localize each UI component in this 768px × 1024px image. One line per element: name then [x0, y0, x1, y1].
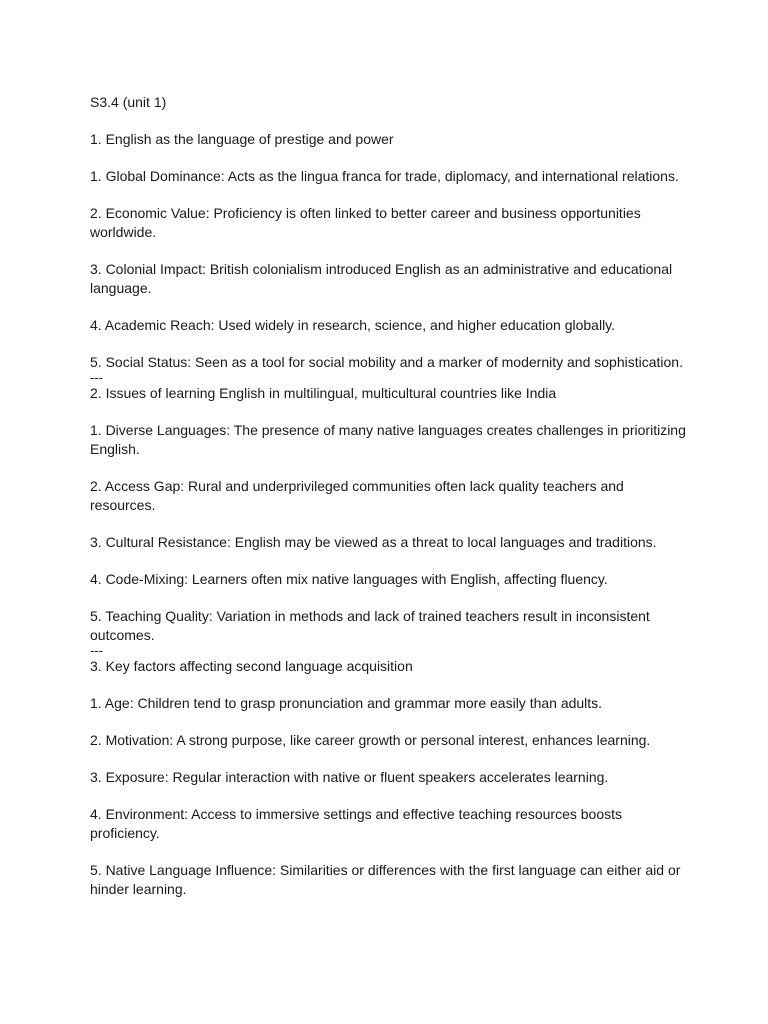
list-item: 2. Economic Value: Proficiency is often linked to better career and business opportunities worldwide. — [90, 205, 641, 240]
list-item: 1. Global Dominance: Acts as the lingua franca for trade, diplomacy, and international relations. — [90, 168, 679, 184]
list-item: 5. Teaching Quality: Variation in methods and lack of trained teachers result in inconsistent outcomes. — [90, 608, 650, 643]
list-item: 4. Academic Reach: Used widely in research, science, and higher education globally. — [90, 317, 616, 333]
list-item: 2. Motivation: A strong purpose, like career growth or personal interest, enhances learning. — [90, 732, 651, 748]
list-item: 5. Native Language Influence: Similarities or differences with the first language can either aid or hinder learning. — [90, 862, 681, 897]
list-item: 1. Age: Children tend to grasp pronunciation and grammar more easily than adults. — [90, 695, 603, 711]
list-item: 1. Diverse Languages: The presence of many native languages creates challenges in prioritizing English. — [90, 422, 686, 457]
section-heading: 1. English as the language of prestige and power — [90, 131, 394, 147]
list-item: 3. Colonial Impact: British colonialism introduced English as an administrative and educational language. — [90, 261, 673, 296]
list-item: 4. Environment: Access to immersive settings and effective teaching resources boosts proficiency. — [90, 806, 622, 841]
section-heading: 3. Key factors affecting second language acquisition — [90, 658, 413, 674]
list-item: 4. Code-Mixing: Learners often mix native languages with English, affecting fluency. — [90, 571, 608, 587]
list-item: 2. Access Gap: Rural and underprivileged communities often lack quality teachers and resources. — [90, 478, 624, 513]
list-item: 5. Social Status: Seen as a tool for social mobility and a marker of modernity and sophistication. — [90, 354, 683, 370]
list-item: 3. Exposure: Regular interaction with native or fluent speakers accelerates learning. — [90, 769, 609, 785]
list-item: 3. Cultural Resistance: English may be viewed as a threat to local languages and traditions. — [90, 534, 657, 550]
section-separator: --- — [90, 370, 103, 385]
section-heading: 2. Issues of learning English in multilingual, multicultural countries like India — [90, 385, 557, 401]
section-separator: --- — [90, 643, 103, 658]
document-title: S3.4 (unit 1) — [90, 94, 167, 110]
